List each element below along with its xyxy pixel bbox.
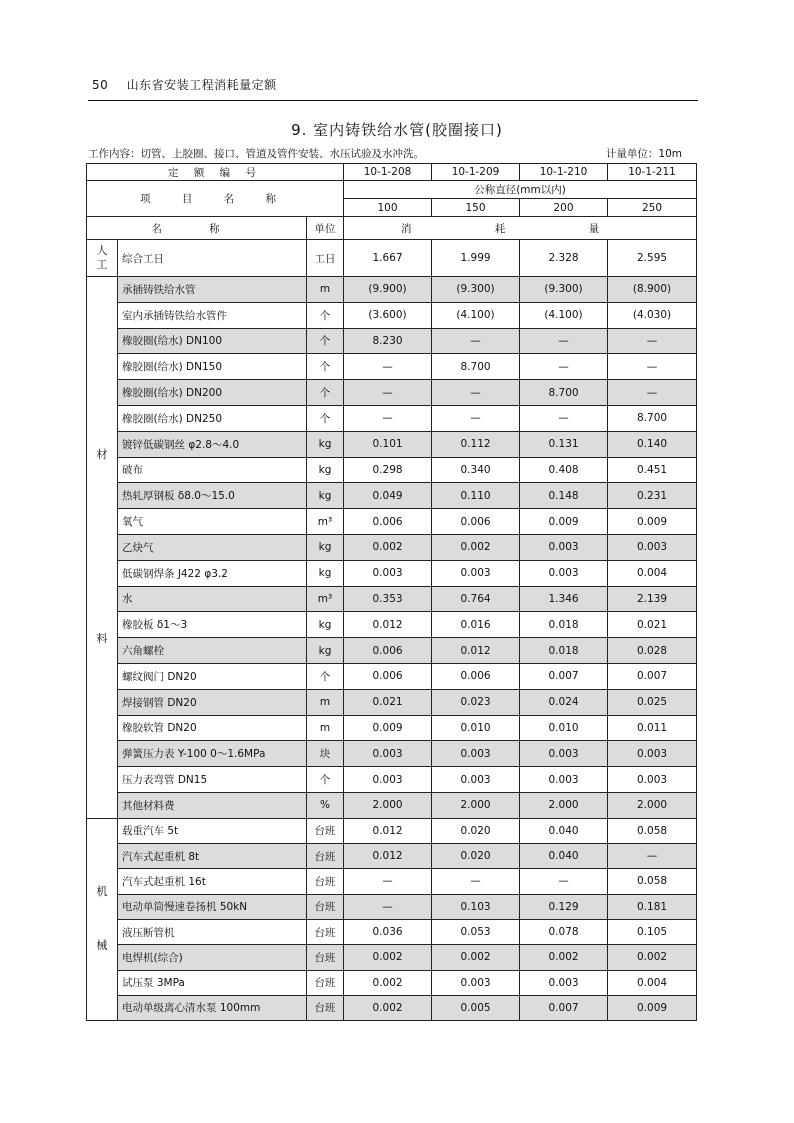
value-cell: 0.058 [608, 818, 697, 843]
value-cell: 0.012 [344, 818, 432, 843]
value-cell: 0.764 [432, 586, 520, 612]
table-row [87, 534, 697, 560]
value-cell: — [432, 869, 520, 894]
value-cell: 0.101 [344, 431, 432, 457]
table-row [87, 560, 697, 586]
value-cell: 8.700 [432, 354, 520, 380]
item-unit: % [307, 792, 344, 818]
value-cell: 2.000 [520, 792, 608, 818]
value-cell: 0.016 [432, 612, 520, 638]
value-cell: 0.018 [520, 638, 608, 664]
value-cell: 0.036 [344, 919, 432, 944]
item-name: 水 [118, 586, 307, 612]
value-cell: 0.012 [344, 612, 432, 638]
category-char: 械 [96, 939, 108, 953]
code-cell: 10-1-211 [608, 164, 697, 181]
value-cell: 0.018 [520, 612, 608, 638]
value-cell: 0.231 [608, 483, 697, 509]
item-name: 压力表弯管 DN15 [118, 767, 307, 793]
value-cell: 0.021 [344, 689, 432, 715]
value-cell: — [608, 844, 697, 869]
item-unit: 个 [307, 663, 344, 689]
section-title: 9. 室内铸铁给水管(胶圈接口) [291, 121, 503, 139]
item-name-label: 项 目 名 称 [87, 181, 344, 217]
value-cell: 0.003 [344, 767, 432, 793]
value-cell: 0.078 [520, 919, 608, 944]
table-row [87, 970, 697, 995]
item-unit: kg [307, 534, 344, 560]
page-number: 50 [92, 78, 109, 92]
nominal-row [87, 181, 697, 199]
column-header-row [87, 217, 697, 240]
value-cell: 0.003 [520, 534, 608, 560]
code-cell: 10-1-209 [432, 164, 520, 181]
value-cell: 0.112 [432, 431, 520, 457]
value-cell: 0.006 [432, 663, 520, 689]
table-row [87, 869, 697, 894]
value-cell: 0.148 [520, 483, 608, 509]
item-unit: kg [307, 483, 344, 509]
table-row [87, 586, 697, 612]
item-unit: 个 [307, 405, 344, 431]
item-name: 综合工日 [118, 240, 307, 277]
item-name: 其他材料费 [118, 792, 307, 818]
table-row [87, 509, 697, 535]
value-cell: 0.003 [344, 741, 432, 767]
value-cell: — [608, 354, 697, 380]
value-cell: — [520, 869, 608, 894]
value-cell: 0.058 [608, 869, 697, 894]
item-unit: 台班 [307, 995, 344, 1020]
value-cell: 0.007 [608, 663, 697, 689]
value-cell: — [344, 405, 432, 431]
value-cell: 0.006 [344, 663, 432, 689]
item-unit: m³ [307, 509, 344, 535]
item-name: 橡胶圈(给水) DN250 [118, 405, 307, 431]
value-cell: 0.002 [432, 945, 520, 970]
value-cell: — [344, 354, 432, 380]
value-cell: 0.040 [520, 844, 608, 869]
value-cell: 0.028 [608, 638, 697, 664]
value-cell: 0.340 [432, 457, 520, 483]
item-unit: m [307, 277, 344, 303]
value-cell: — [344, 894, 432, 919]
table-row [87, 844, 697, 869]
value-cell: 0.020 [432, 818, 520, 843]
item-name: 六角螺栓 [118, 638, 307, 664]
value-cell: (9.900) [344, 277, 432, 303]
item-unit: 工日 [307, 240, 344, 277]
item-unit: 台班 [307, 818, 344, 843]
table-row [87, 405, 697, 431]
item-unit: 台班 [307, 970, 344, 995]
value-cell: 0.021 [608, 612, 697, 638]
diameter-cell: 100 [344, 199, 432, 217]
table-row [87, 277, 697, 303]
item-unit: 块 [307, 741, 344, 767]
value-cell: — [520, 354, 608, 380]
value-cell: 0.005 [432, 995, 520, 1020]
table-row [87, 328, 697, 354]
value-cell: 1.667 [344, 240, 432, 277]
value-cell: 0.004 [608, 560, 697, 586]
value-cell: 0.003 [520, 970, 608, 995]
value-cell: 0.049 [344, 483, 432, 509]
category-char: 人 [96, 244, 108, 257]
item-name: 载重汽车 5t [118, 818, 307, 843]
value-cell: 0.003 [520, 767, 608, 793]
value-cell: 0.140 [608, 431, 697, 457]
item-name: 破布 [118, 457, 307, 483]
quota-code-label: 定 额 编 号 [87, 164, 344, 181]
value-cell: 8.230 [344, 328, 432, 354]
value-cell: 2.139 [608, 586, 697, 612]
measure-unit: 计量单位：10m [605, 148, 682, 160]
value-cell: 0.012 [432, 638, 520, 664]
item-unit: m³ [307, 586, 344, 612]
col-name-header: 名 称 [87, 217, 307, 240]
quota-table [86, 163, 697, 1021]
item-unit: 台班 [307, 844, 344, 869]
value-cell: (8.900) [608, 277, 697, 303]
item-name: 橡胶软管 DN20 [118, 715, 307, 741]
category-materials [87, 277, 118, 819]
table-row [87, 354, 697, 380]
value-cell: 0.003 [432, 970, 520, 995]
value-cell: 0.040 [520, 818, 608, 843]
value-cell: 2.000 [344, 792, 432, 818]
value-cell: 0.003 [432, 767, 520, 793]
value-cell: 2.000 [608, 792, 697, 818]
item-name: 热轧厚钢板 δ8.0～15.0 [118, 483, 307, 509]
value-cell: 0.002 [344, 995, 432, 1020]
value-cell: 0.020 [432, 844, 520, 869]
page-header [92, 76, 277, 93]
value-cell: 0.002 [344, 970, 432, 995]
item-unit: kg [307, 431, 344, 457]
value-cell: 0.009 [520, 509, 608, 535]
table-row [87, 894, 697, 919]
table-row [87, 792, 697, 818]
table-row [87, 638, 697, 664]
item-unit: kg [307, 457, 344, 483]
work-content: 工作内容：切管、上胶圈、接口、管道及管件安装、水压试验及水冲洗。 [88, 148, 424, 160]
value-cell: 0.025 [608, 689, 697, 715]
table-row [87, 302, 697, 328]
category-char: 材 [96, 448, 108, 462]
value-cell: (4.100) [520, 302, 608, 328]
table-row [87, 919, 697, 944]
value-cell: (3.600) [344, 302, 432, 328]
item-unit: m [307, 689, 344, 715]
value-cell: 0.105 [608, 919, 697, 944]
value-cell: 2.000 [432, 792, 520, 818]
diameter-cell: 150 [432, 199, 520, 217]
item-unit: 个 [307, 767, 344, 793]
category-char: 料 [96, 632, 108, 646]
value-cell: 0.003 [520, 560, 608, 586]
value-cell: 0.004 [608, 970, 697, 995]
item-unit: 台班 [307, 894, 344, 919]
code-cell: 10-1-210 [520, 164, 608, 181]
table-row [87, 240, 697, 277]
item-unit: 台班 [307, 869, 344, 894]
value-cell: 0.009 [608, 995, 697, 1020]
value-cell: 1.346 [520, 586, 608, 612]
value-cell: — [432, 328, 520, 354]
value-cell: 0.006 [344, 638, 432, 664]
value-cell: 0.053 [432, 919, 520, 944]
table-row [87, 767, 697, 793]
item-unit: kg [307, 560, 344, 586]
item-unit: 个 [307, 328, 344, 354]
value-cell: 2.328 [520, 240, 608, 277]
item-name: 弹簧压力表 Y-100 0～1.6MPa [118, 741, 307, 767]
value-cell: 0.002 [344, 945, 432, 970]
value-cell: 0.002 [432, 534, 520, 560]
item-unit: 台班 [307, 945, 344, 970]
value-cell: 0.023 [432, 689, 520, 715]
value-cell: — [344, 380, 432, 406]
table-row [87, 741, 697, 767]
value-cell: 8.700 [608, 405, 697, 431]
value-cell: 0.003 [608, 741, 697, 767]
value-cell: (9.300) [520, 277, 608, 303]
value-cell: 0.009 [344, 715, 432, 741]
value-cell: 0.003 [432, 741, 520, 767]
value-cell: 1.999 [432, 240, 520, 277]
value-cell: — [520, 405, 608, 431]
item-name: 氧气 [118, 509, 307, 535]
table-row [87, 689, 697, 715]
value-cell: 0.003 [344, 560, 432, 586]
category-machinery [87, 818, 118, 1020]
item-unit: 个 [307, 302, 344, 328]
value-cell: 0.002 [344, 534, 432, 560]
value-cell: (4.030) [608, 302, 697, 328]
value-cell: 0.024 [520, 689, 608, 715]
item-name: 汽车式起重机 16t [118, 869, 307, 894]
value-cell: 0.006 [432, 509, 520, 535]
value-cell: — [344, 869, 432, 894]
value-cell: (4.100) [432, 302, 520, 328]
col-consumption-header: 消 耗 量 [344, 217, 697, 240]
value-cell: 0.298 [344, 457, 432, 483]
item-unit: 个 [307, 380, 344, 406]
value-cell: 2.595 [608, 240, 697, 277]
value-cell: 0.009 [608, 509, 697, 535]
value-cell: 0.003 [432, 560, 520, 586]
item-unit: m [307, 715, 344, 741]
value-cell: 0.003 [608, 534, 697, 560]
value-cell: 0.002 [608, 945, 697, 970]
value-cell: — [520, 328, 608, 354]
item-name: 乙炔气 [118, 534, 307, 560]
table-row [87, 380, 697, 406]
category-char: 工 [96, 258, 108, 271]
item-name: 电动单筒慢速卷扬机 50kN [118, 894, 307, 919]
item-name: 橡胶圈(给水) DN100 [118, 328, 307, 354]
category-char: 机 [96, 885, 108, 899]
value-cell: 0.007 [520, 995, 608, 1020]
item-unit: 个 [307, 354, 344, 380]
value-cell: 0.010 [520, 715, 608, 741]
nominal-dia-label: 公称直径(mm以内) [344, 181, 697, 199]
item-name: 低碳钢焊条 J422 φ3.2 [118, 560, 307, 586]
item-unit: kg [307, 638, 344, 664]
col-unit-header: 单位 [307, 217, 344, 240]
item-name: 螺纹阀门 DN20 [118, 663, 307, 689]
value-cell: 0.110 [432, 483, 520, 509]
value-cell: 0.131 [520, 431, 608, 457]
table-row [87, 483, 697, 509]
item-name: 汽车式起重机 8t [118, 844, 307, 869]
value-cell: (9.300) [432, 277, 520, 303]
table-row [87, 945, 697, 970]
item-name: 镀锌低碳钢丝 φ2.8～4.0 [118, 431, 307, 457]
item-name: 试压泵 3MPa [118, 970, 307, 995]
header-rule [88, 100, 698, 101]
value-cell: 0.010 [432, 715, 520, 741]
value-cell: — [608, 328, 697, 354]
value-cell: 0.103 [432, 894, 520, 919]
value-cell: 0.181 [608, 894, 697, 919]
item-name: 橡胶板 δ1～3 [118, 612, 307, 638]
item-unit: kg [307, 612, 344, 638]
value-cell: 0.353 [344, 586, 432, 612]
item-name: 液压断管机 [118, 919, 307, 944]
item-name: 焊接钢管 DN20 [118, 689, 307, 715]
value-cell: 0.003 [608, 767, 697, 793]
value-cell: — [432, 380, 520, 406]
value-cell: 8.700 [520, 380, 608, 406]
item-unit: 台班 [307, 919, 344, 944]
item-name: 电焊机(综合) [118, 945, 307, 970]
value-cell: 0.011 [608, 715, 697, 741]
table-row [87, 715, 697, 741]
table-row [87, 612, 697, 638]
value-cell: 0.003 [520, 741, 608, 767]
value-cell: 0.007 [520, 663, 608, 689]
category-labor [87, 240, 118, 277]
item-name: 橡胶圈(给水) DN200 [118, 380, 307, 406]
table-row [87, 995, 697, 1020]
table-row [87, 663, 697, 689]
book-title: 山东省安装工程消耗量定额 [126, 78, 277, 92]
value-cell: 0.129 [520, 894, 608, 919]
table-row [87, 457, 697, 483]
value-cell: — [608, 380, 697, 406]
value-cell: 0.012 [344, 844, 432, 869]
item-name: 橡胶圈(给水) DN150 [118, 354, 307, 380]
item-name: 承插铸铁给水管 [118, 277, 307, 303]
table-row [87, 431, 697, 457]
value-cell: 0.006 [344, 509, 432, 535]
code-row [87, 164, 697, 181]
diameter-cell: 200 [520, 199, 608, 217]
value-cell: 0.451 [608, 457, 697, 483]
code-cell: 10-1-208 [344, 164, 432, 181]
value-cell: 0.002 [520, 945, 608, 970]
value-cell: 0.408 [520, 457, 608, 483]
item-name: 电动单级离心清水泵 100mm [118, 995, 307, 1020]
item-name: 室内承插铸铁给水管件 [118, 302, 307, 328]
diameter-cell: 250 [608, 199, 697, 217]
table-row [87, 818, 697, 843]
value-cell: — [432, 405, 520, 431]
